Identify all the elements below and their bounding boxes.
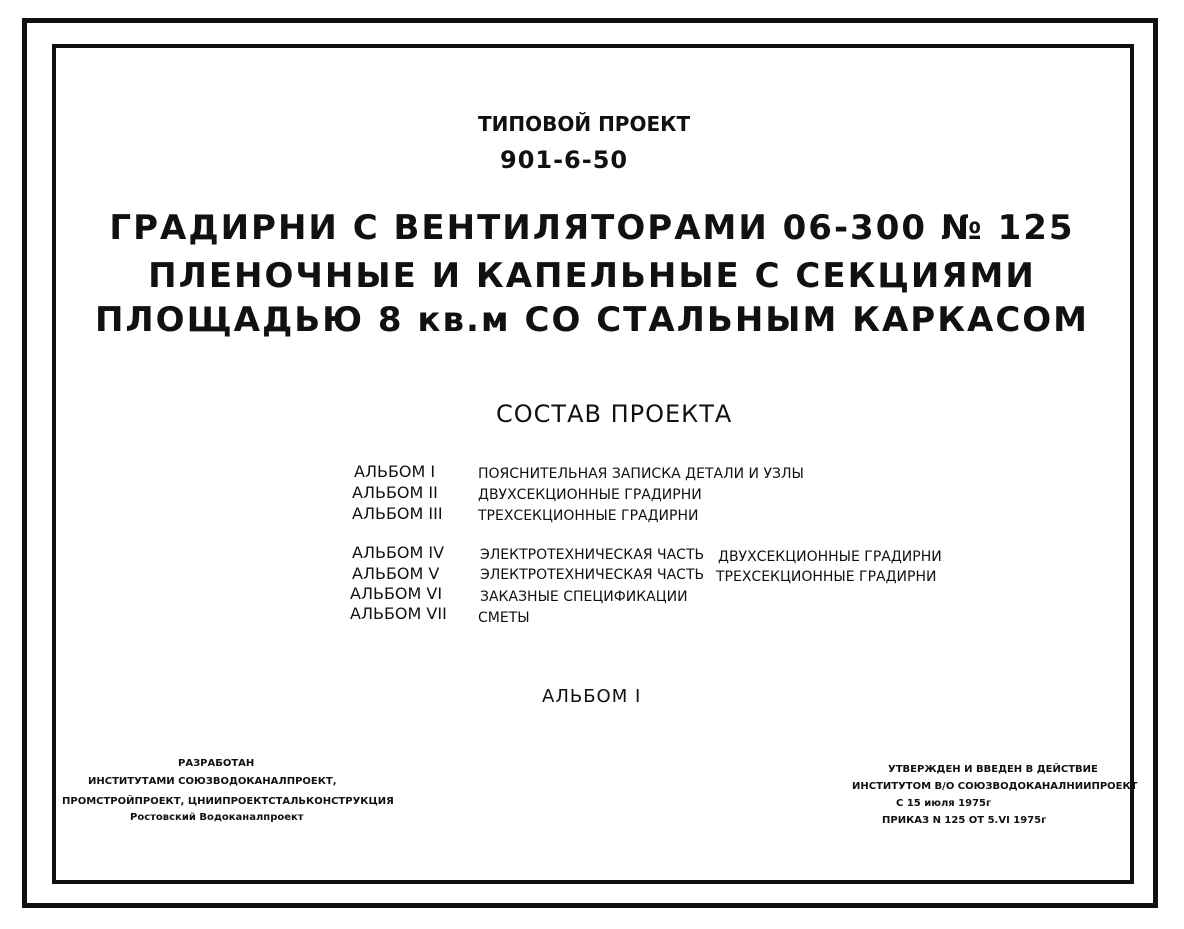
composition-heading: СОСТАВ ПРОЕКТА bbox=[496, 400, 733, 428]
album-text: СМЕТЫ bbox=[478, 610, 530, 626]
album-text-secondary: ДВУХСЕКЦИОННЫЕ ГРАДИРНИ bbox=[718, 549, 942, 565]
album-text: ПОЯСНИТЕЛЬНАЯ ЗАПИСКА ДЕТАЛИ И УЗЛЫ bbox=[478, 466, 804, 482]
album-label: АЛЬБОМ VI bbox=[350, 584, 443, 603]
album-label: АЛЬБОМ VII bbox=[350, 604, 447, 623]
approved-heading: УТВЕРЖДЕН И ВВЕДЕН В ДЕЙСТВИЕ bbox=[888, 764, 1098, 775]
album-text: ЗАКАЗНЫЕ СПЕЦИФИКАЦИИ bbox=[480, 589, 688, 605]
title-line-2: ПЛЕНОЧНЫЕ И КАПЕЛЬНЫЕ С СЕКЦИЯМИ bbox=[148, 256, 1036, 296]
approved-line: ИНСТИТУТОМ В/О СОЮЗВОДОКАНАЛНИИПРОЕКТ bbox=[852, 781, 1138, 792]
title-line-1: ГРАДИРНИ С ВЕНТИЛЯТОРАМИ 06-300 № 125 bbox=[109, 208, 1075, 248]
album-label: АЛЬБОМ I bbox=[354, 462, 436, 481]
album-label: АЛЬБОМ III bbox=[352, 504, 443, 523]
album-label: АЛЬБОМ IV bbox=[352, 543, 445, 562]
project-number: 901-6-50 bbox=[500, 146, 629, 174]
album-text: ТРЕХСЕКЦИОННЫЕ ГРАДИРНИ bbox=[478, 508, 699, 524]
album-text: ЭЛЕКТРОТЕХНИЧЕСКАЯ ЧАСТЬ bbox=[480, 547, 705, 563]
developed-line: Ростовский Водоканалпроект bbox=[130, 812, 304, 823]
title-line-3: ПЛОЩАДЬЮ 8 кв.м СО СТАЛЬНЫМ КАРКАСОМ bbox=[94, 300, 1090, 340]
album-text: ДВУХСЕКЦИОННЫЕ ГРАДИРНИ bbox=[478, 487, 702, 503]
project-type: ТИПОВОЙ ПРОЕКТ bbox=[478, 112, 691, 136]
approved-line: ПРИКАЗ N 125 ОТ 5.VI 1975г bbox=[882, 815, 1047, 826]
developed-line: ПРОМСТРОЙПРОЕКТ, ЦНИИПРОЕКТСТАЛЬКОНСТРУКЦИЯ bbox=[62, 796, 394, 807]
album-label: АЛЬБОМ V bbox=[352, 564, 440, 583]
album-label: АЛЬБОМ II bbox=[352, 483, 438, 502]
developed-heading: РАЗРАБОТАН bbox=[178, 758, 255, 769]
current-album: АЛЬБОМ I bbox=[542, 686, 642, 707]
album-text: ЭЛЕКТРОТЕХНИЧЕСКАЯ ЧАСТЬ bbox=[480, 567, 705, 583]
developed-line: ИНСТИТУТАМИ СОЮЗВОДОКАНАЛПРОЕКТ, bbox=[88, 776, 337, 787]
album-text-secondary: ТРЕХСЕКЦИОННЫЕ ГРАДИРНИ bbox=[716, 569, 937, 585]
approved-line: С 15 июля 1975г bbox=[896, 798, 992, 809]
